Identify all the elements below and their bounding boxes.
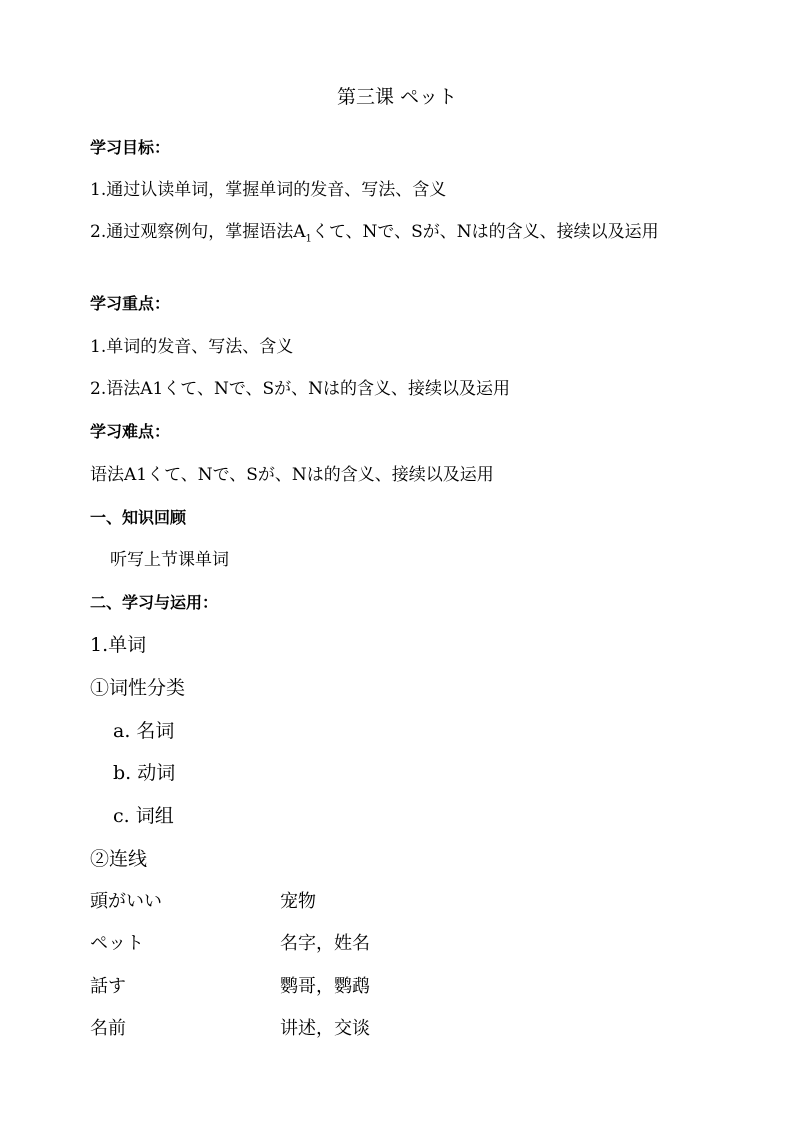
objective-item-2-subscript: 1 [305, 233, 312, 245]
key-points-heading: 学习重点： [90, 294, 171, 313]
study-heading: 二、学习与运用： [90, 593, 219, 612]
difficulties-heading: 学习难点： [90, 422, 171, 441]
category-phrase: c. 词组 [113, 805, 174, 827]
objective-item-1: 1.通过认读单词，掌握单词的发音、写法、含义 [90, 180, 447, 200]
matching-meaning: 名字，姓名 [280, 933, 370, 954]
key-point-item-1: 1.单词的发音、写法、含义 [90, 337, 294, 357]
matching-term: ペット [90, 933, 144, 954]
category-noun: a. 名词 [113, 720, 175, 742]
matching-meaning: 讲述，交谈 [280, 1018, 370, 1039]
review-text: 听写上节课单词 [110, 550, 229, 570]
classification-heading: ①词性分类 [90, 677, 186, 699]
key-point-item-2: 2.语法A1くて、Nで、Sが、Nは的含义、接续以及运用 [90, 379, 511, 399]
difficulties-text: 语法A1くて、Nで、Sが、Nは的含义、接续以及运用 [90, 465, 494, 485]
matching-meaning: 宠物 [280, 891, 316, 912]
category-verb: b. 动词 [113, 762, 176, 784]
matching-meaning: 鹦哥，鹦鹉 [280, 976, 370, 997]
objective-item-2-suffix: くて、Nで、Sが、Nは的含义、接续以及运用 [311, 222, 659, 242]
matching-heading: ②连线 [90, 848, 148, 870]
objectives-heading: 学习目标： [90, 138, 171, 157]
matching-term: 頭がいい [90, 891, 162, 912]
matching-term: 名前 [90, 1018, 126, 1039]
objective-item-2 [90, 216, 705, 255]
matching-term: 話す [90, 976, 126, 997]
page-title: 第三课 ペット [336, 86, 458, 108]
words-heading: 1.单词 [90, 634, 147, 656]
objective-item-2-prefix: 2.通过观察例句，掌握语法A [90, 222, 306, 242]
review-heading: 一、知识回顾 [90, 508, 187, 527]
